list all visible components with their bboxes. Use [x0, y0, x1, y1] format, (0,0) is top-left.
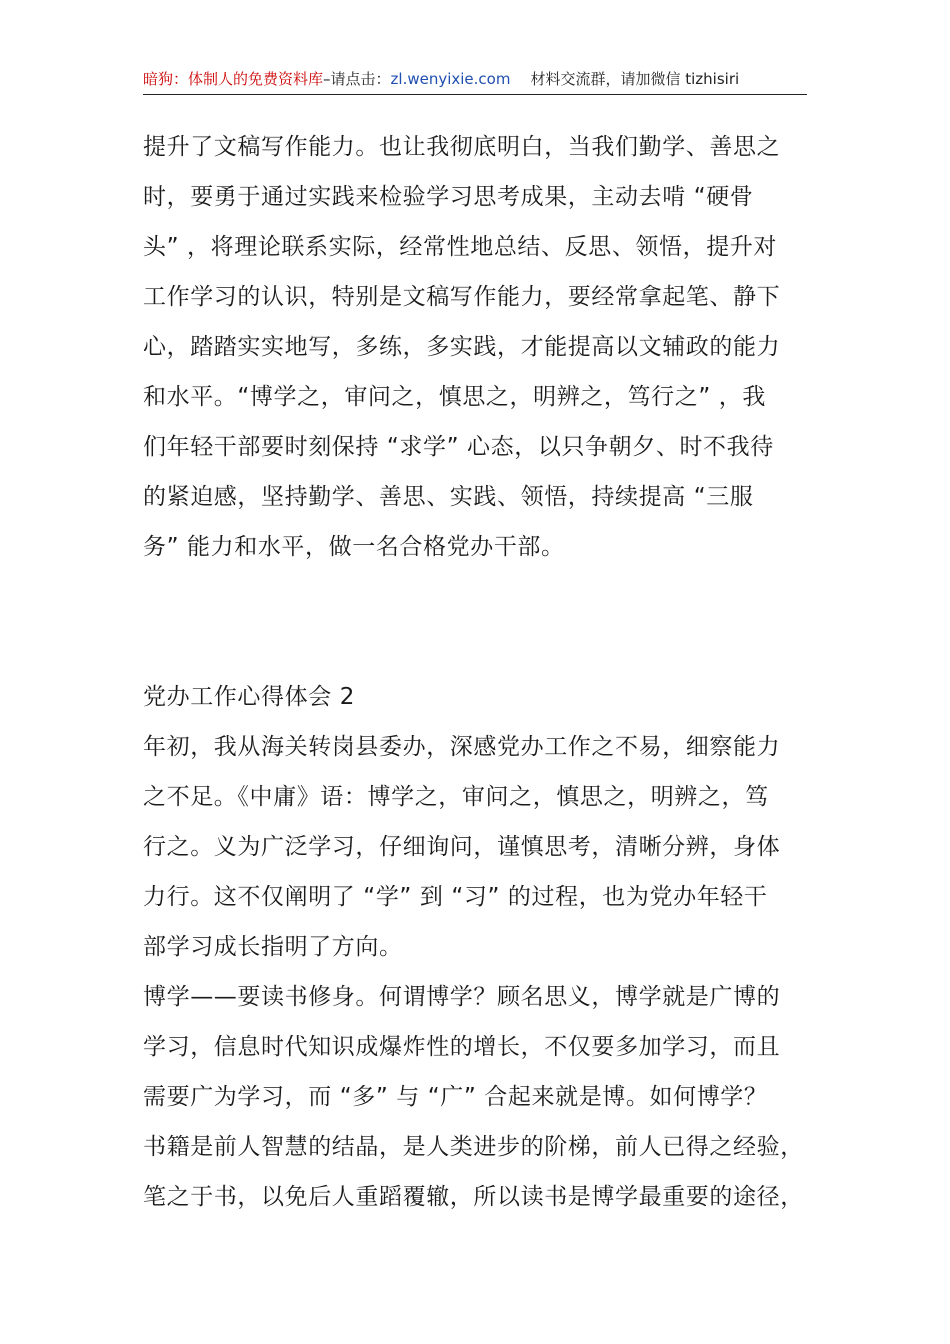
paragraph-line: 心，踏踏实实地写，多练，多实践，才能提高以文辅政的能力 [143, 334, 781, 360]
header-brand: 暗狗：体制人的免费资料库 [143, 70, 324, 88]
paragraph-line: 博学——要读书修身。何谓博学？顾名思义，博学就是广博的 [143, 984, 781, 1010]
section-title: 党办工作心得体会 2 [143, 684, 355, 710]
paragraph-line: 行之。义为广泛学习，仔细询问，谨慎思考，清晰分辨，身体 [143, 834, 781, 860]
paragraph-line: 年初，我从海关转岗县委办，深感党办工作之不易，细察能力 [143, 734, 781, 760]
header-url-link[interactable]: zl.wenyixie.com [390, 70, 511, 88]
paragraph-line: 头” ，将理论联系实际，经常性地总结、反思、领悟，提升对 [143, 234, 778, 260]
paragraph-1 [143, 122, 815, 572]
paragraph-3 [143, 972, 815, 1222]
paragraph-line: 书籍是前人智慧的结晶，是人类进步的阶梯，前人已得之经验， [143, 1134, 804, 1160]
paragraph-line: 的紧迫感，坚持勤学、善思、实践、领悟，持续提高 “三服 [143, 484, 754, 510]
header-group-note: 材料交流群，请加微信 tizhisiri [530, 70, 740, 88]
paragraph-line: 工作学习的认识，特别是文稿写作能力，要经常拿起笔、静下 [143, 284, 781, 310]
paragraph-line: 需要广为学习，而 “多” 与 “广” 合起来就是博。如何博学？ [143, 1084, 768, 1110]
paragraph-line: 之不足。《中庸》语：博学之，审问之，慎思之，明辨之，笃 [143, 784, 769, 810]
paragraph-line: 和水平。“博学之，审问之，慎思之，明辨之，笃行之” ，我 [143, 384, 766, 410]
paragraph-line: 们年轻干部要时刻保持 “求学” 心态，以只争朝夕、时不我待 [143, 434, 774, 460]
document-body [143, 122, 815, 1222]
paragraph-line: 力行。这不仅阐明了 “学” 到 “习” 的过程，也为党办年轻干 [143, 884, 768, 910]
header-prompt: –请点击： [323, 70, 391, 88]
paragraph-2 [143, 722, 815, 972]
paragraph-line: 提升了文稿写作能力。也让我彻底明白，当我们勤学、善思之 [143, 134, 781, 160]
paragraph-line: 学习，信息时代知识成爆炸性的增长，不仅要多加学习，而且 [143, 1034, 781, 1060]
page-header [143, 68, 807, 95]
section-spacer [143, 572, 815, 672]
paragraph-line: 时，要勇于通过实践来检验学习思考成果，主动去啃 “硬骨 [143, 184, 754, 210]
paragraph-line: 务” 能力和水平，做一名合格党办干部。 [143, 534, 565, 560]
paragraph-line: 笔之于书，以免后人重蹈覆辙，所以读书是博学最重要的途径， [143, 1184, 804, 1210]
paragraph-line: 部学习成长指明了方向。 [143, 934, 403, 960]
